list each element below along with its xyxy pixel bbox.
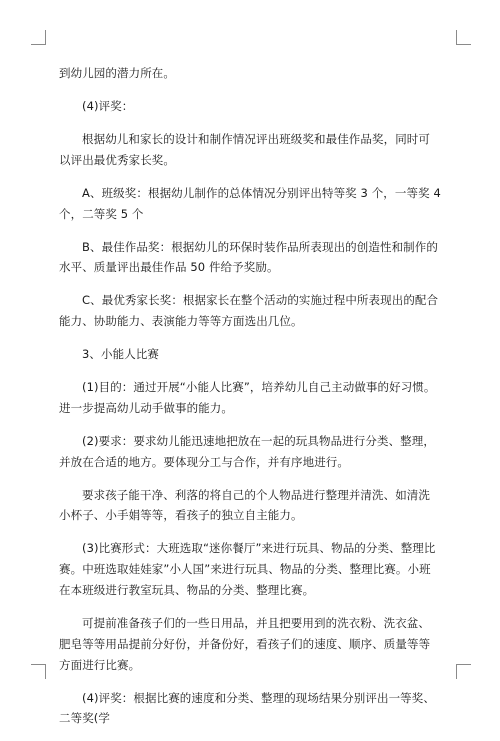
- paragraph: (4)评奖：根据比赛的速度和分类、整理的现场结果分别评出一等奖、二等奖(学: [59, 690, 435, 726]
- paragraph: 可提前准备孩子们的一些日用品，并且把要用到的洗衣粉、洗衣盆、肥皂等等用品提前分好份，并备份好，看孩子们的速度、顺序、质量等等方面进行比赛。: [59, 616, 431, 672]
- paragraph: (1)目的：通过开展“小能人比赛”，培养幼儿自己主动做事的好习惯。进一步提高幼儿动手做事的能力。: [59, 380, 436, 415]
- paragraph: (3)比赛形式：大班选取“迷你餐厅”来进行玩具、物品的分类、整理比赛。中班选取娃娃家”小人国”来进行玩具、物品的分类、整理比赛。小班在本班级进行教室玩具、物品的分类、整理比赛。: [59, 541, 436, 598]
- crop-mark-top-left: [31, 30, 46, 45]
- document-body: [59, 63, 441, 741]
- crop-mark-bottom-right: [456, 664, 471, 679]
- paragraph: A、班级奖：根据幼儿制作的总体情况分别评出特等奖 3 个，一等奖 4 个，二等奖 5 个: [59, 185, 441, 221]
- paragraph: 要求孩子能干净、利落的将自己的个人物品进行整理并清洗、如清洗小杯子、小手娟等等，看孩子的独立自主能力。: [59, 487, 430, 523]
- paragraph: C、最优秀家长奖：根据家长在整个活动的实施过程中所表现出的配合能力、协助能力、表演能力等等方面选出几位。: [59, 293, 439, 329]
- paragraph: (2)要求：要求幼儿能迅速地把放在一起的玩具物品进行分类、整理，并放在合适的地方。要体现分工与合作，并有序地进行。: [59, 433, 435, 469]
- paragraph: 根据幼儿和家长的设计和制作情况评出班级奖和最佳作品奖，同时可以评出最优秀家长奖。: [59, 131, 430, 167]
- paragraph: 到幼儿园的潜力所在。: [59, 66, 175, 80]
- paragraph: (4)评奖：: [82, 98, 134, 113]
- paragraph: B、最佳作品奖：根据幼儿的环保时装作品所表现出的创造性和制作的水平、质量评出最佳作品 50 件给予奖励。: [59, 239, 438, 275]
- crop-mark-bottom-left: [31, 664, 46, 679]
- section-heading: 3、小能人比赛: [82, 347, 160, 362]
- crop-mark-top-right: [456, 30, 471, 45]
